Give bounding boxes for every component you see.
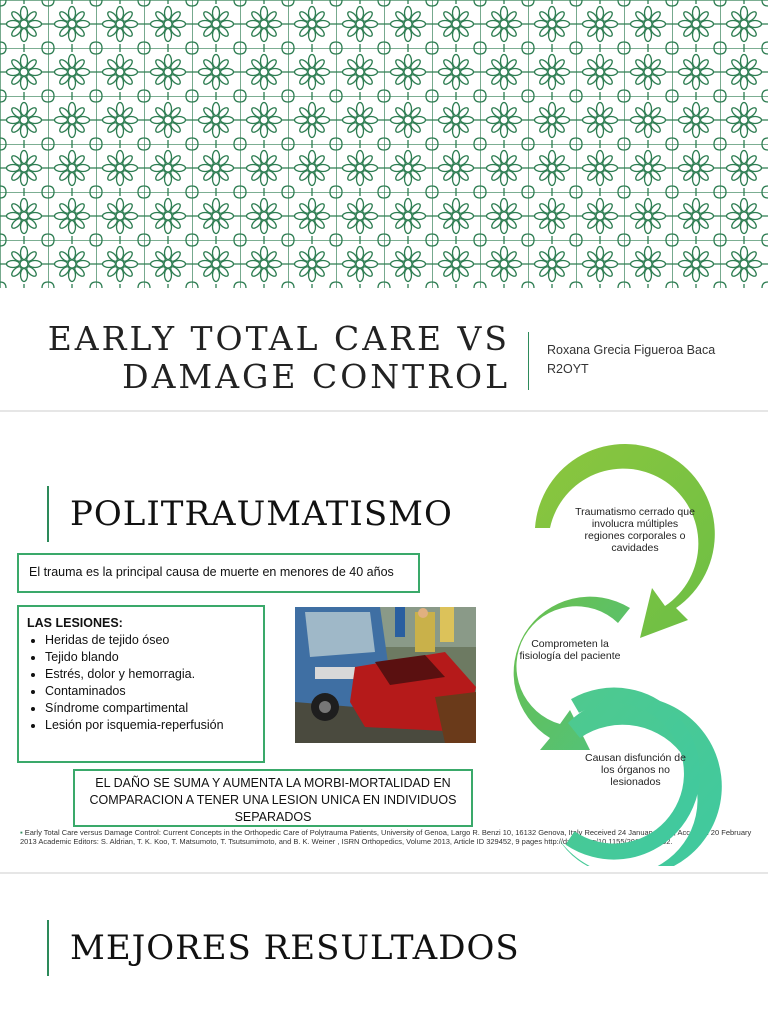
mejores-resultados-slide <box>0 890 768 1024</box>
decorative-pattern <box>0 0 768 288</box>
slide-heading: MEJORES RESULTADOS <box>70 928 520 968</box>
list-item: • Tejido blando <box>45 649 255 666</box>
slide-separator <box>0 872 768 874</box>
lesions-box <box>17 605 265 763</box>
lesions-list <box>27 632 255 734</box>
lesions-title: LAS LESIONES: <box>27 616 123 630</box>
slide-heading: POLITRAUMATISMO <box>70 494 453 534</box>
heading-accent-bar <box>47 920 49 976</box>
cycle-text-1: Traumatismo cerrado que involucra múltiples regiones corporales o cavidades <box>575 506 695 554</box>
car-crash-photo <box>295 607 476 743</box>
author-block <box>547 341 715 379</box>
damage-statement-box: EL DAÑO SE SUMA Y AUMENTA LA MORBI-MORTALIDAD EN COMPARACION A TENER UNA LESION UNICA EN INDIVIDUOS SEPARADOS <box>73 769 473 827</box>
list-item: • Lesión por isquemia-reperfusión <box>45 717 255 734</box>
bottom-shapes <box>0 1012 768 1024</box>
heading-accent-bar <box>47 486 49 542</box>
list-item: • Estrés, dolor y hemorragia. <box>45 666 255 683</box>
presentation-title <box>48 320 510 396</box>
reference-text: Early Total Care versus Damage Control: Current Concepts in the Orthopedic Care of Polytrauma Patients, University of Genoa, Largo R. Benzi 10, 16132 Genova, Italy Received 24 January 2013; Accepted 20 February 2013 Academic Editors: S. Aldrian, T. K. Koo, T. Matsumoto, T. Tsutsumimoto, and B. K. Weiner , ISRN Orthopedics, Volume 2013, Article ID 329452, 9 pages http://dx.doi.org/10.1155/2013/329452. <box>20 828 752 846</box>
list-item: • Heridas de tejido óseo <box>45 632 255 649</box>
cycle-text-3: Causan disfunción de los órganos no lesionados <box>585 752 686 788</box>
title-divider <box>528 332 529 390</box>
main-statement-box: El trauma es la principal causa de muerte en menores de 40 años <box>17 553 420 593</box>
footnote-marker: ▪ <box>20 828 25 837</box>
cycle-text-2: Comprometen la fisiología del paciente <box>519 638 621 662</box>
title-line-2: DAMAGE CONTROL <box>122 357 510 396</box>
slide-separator <box>0 410 768 412</box>
author-role: R2OYT <box>547 362 589 376</box>
title-slide <box>0 0 768 408</box>
author-name: Roxana Grecia Figueroa Baca <box>547 343 716 357</box>
list-item: • Contaminados <box>45 683 255 700</box>
politraumatismo-slide <box>0 416 768 866</box>
list-item: • Síndrome compartimental <box>45 700 255 717</box>
title-line-1: EARLY TOTAL CARE VS <box>47 319 510 358</box>
